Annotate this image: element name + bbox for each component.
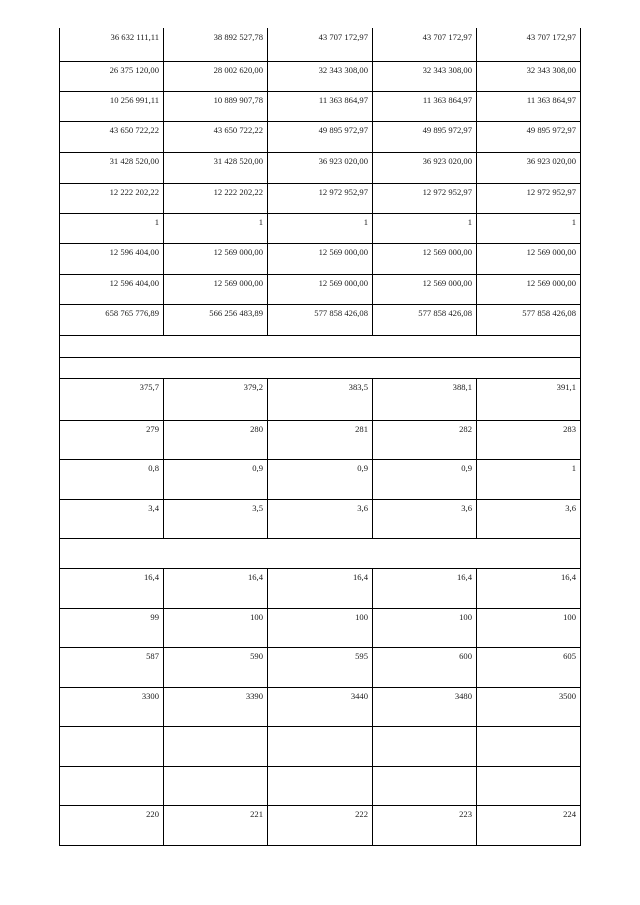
table-cell: 16,4 [352, 572, 368, 582]
table-cell: 31 428 520,00 [213, 156, 263, 166]
column-divider [267, 647, 268, 688]
table-cell: 100 [459, 612, 472, 622]
table-cell: 12 569 000,00 [422, 247, 472, 257]
table-cell: 605 [563, 651, 576, 661]
column-divider [372, 766, 373, 806]
column-divider [59, 499, 60, 539]
column-divider [580, 121, 581, 153]
table-cell: 658 765 776,89 [105, 308, 159, 318]
table-cell: 595 [355, 651, 368, 661]
column-divider [59, 28, 60, 62]
column-divider [372, 608, 373, 648]
column-divider [267, 121, 268, 153]
table-cell: 1 [571, 217, 576, 227]
table-cell: 32 343 308,00 [422, 65, 472, 75]
column-divider [476, 28, 477, 62]
column-divider [267, 183, 268, 214]
row-divider [59, 243, 581, 244]
table-cell: 36 632 111,11 [110, 32, 159, 42]
column-divider [59, 304, 60, 336]
column-divider [59, 378, 60, 421]
row-divider [59, 420, 581, 421]
row-divider [59, 766, 581, 767]
table-cell: 3,5 [252, 503, 263, 513]
column-divider [476, 121, 477, 153]
column-divider [163, 805, 164, 846]
column-divider [476, 766, 477, 806]
column-divider [580, 805, 581, 846]
table-cell: 11 363 864,97 [318, 95, 368, 105]
column-divider [59, 243, 60, 275]
row-divider [59, 608, 581, 609]
column-divider [580, 647, 581, 688]
column-divider [580, 274, 581, 305]
table-cell: 283 [563, 424, 576, 434]
column-divider [163, 183, 164, 214]
table-cell: 1 [571, 463, 576, 473]
table-cell: 281 [355, 424, 368, 434]
column-divider [476, 568, 477, 609]
table-cell: 49 895 972,97 [318, 125, 368, 135]
table-cell: 3390 [245, 691, 263, 701]
table-cell: 383,5 [348, 382, 368, 392]
column-divider [372, 243, 373, 275]
column-divider [59, 61, 60, 92]
table-cell: 3,4 [148, 503, 159, 513]
column-divider [476, 805, 477, 846]
column-divider [267, 91, 268, 122]
column-divider [267, 805, 268, 846]
column-divider [59, 91, 60, 122]
column-divider [163, 304, 164, 336]
table-cell: 12 569 000,00 [318, 278, 368, 288]
column-divider [372, 152, 373, 184]
column-divider [163, 378, 164, 421]
table-cell: 221 [250, 809, 263, 819]
column-divider [580, 243, 581, 275]
column-divider [580, 459, 581, 500]
column-divider [580, 420, 581, 460]
column-divider [59, 568, 60, 609]
table-cell: 38 892 527,78 [213, 32, 263, 42]
table-cell: 32 343 308,00 [526, 65, 576, 75]
column-divider [267, 608, 268, 648]
row-divider [59, 61, 581, 62]
column-divider [163, 766, 164, 806]
column-divider [163, 726, 164, 767]
table-cell: 220 [146, 809, 159, 819]
table-cell: 12 222 202,22 [213, 187, 263, 197]
column-divider [372, 568, 373, 609]
column-divider [372, 420, 373, 460]
table-cell: 16,4 [456, 572, 472, 582]
table-cell: 379,2 [243, 382, 263, 392]
column-divider [476, 304, 477, 336]
column-divider [267, 243, 268, 275]
column-divider [580, 766, 581, 806]
column-divider [580, 726, 581, 767]
column-divider [59, 766, 60, 806]
column-divider [163, 274, 164, 305]
table-cell: 3,6 [565, 503, 576, 513]
column-divider [59, 805, 60, 846]
table-cell: 10 889 907,78 [213, 95, 263, 105]
table-cell: 282 [459, 424, 472, 434]
table-cell: 16,4 [247, 572, 263, 582]
column-divider [372, 213, 373, 244]
table-cell: 12 569 000,00 [526, 278, 576, 288]
column-divider [267, 766, 268, 806]
column-divider [580, 357, 581, 379]
column-divider [372, 378, 373, 421]
row-divider [59, 213, 581, 214]
column-divider [267, 152, 268, 184]
column-divider [476, 459, 477, 500]
column-divider [267, 213, 268, 244]
row-divider [59, 647, 581, 648]
table-cell: 99 [150, 612, 159, 622]
column-divider [476, 91, 477, 122]
table-cell: 3300 [141, 691, 159, 701]
table-cell: 12 972 952,97 [318, 187, 368, 197]
column-divider [476, 647, 477, 688]
column-divider [372, 304, 373, 336]
column-divider [476, 243, 477, 275]
column-divider [267, 568, 268, 609]
table-cell: 280 [250, 424, 263, 434]
column-divider [580, 568, 581, 609]
table-cell: 12 569 000,00 [318, 247, 368, 257]
table-cell: 31 428 520,00 [109, 156, 159, 166]
column-divider [59, 274, 60, 305]
column-divider [59, 420, 60, 460]
column-divider [267, 378, 268, 421]
column-divider [267, 61, 268, 92]
table-cell: 1 [467, 217, 472, 227]
column-divider [267, 420, 268, 460]
column-divider [163, 152, 164, 184]
column-divider [580, 28, 581, 62]
column-divider [163, 61, 164, 92]
column-divider [580, 91, 581, 122]
column-divider [580, 152, 581, 184]
table-cell: 49 895 972,97 [526, 125, 576, 135]
row-divider [59, 183, 581, 184]
column-divider [267, 687, 268, 727]
column-divider [267, 304, 268, 336]
table-cell: 587 [146, 651, 159, 661]
column-divider [580, 687, 581, 727]
column-divider [476, 420, 477, 460]
column-divider [476, 213, 477, 244]
row-divider [59, 459, 581, 460]
column-divider [163, 568, 164, 609]
column-divider [163, 420, 164, 460]
column-divider [163, 28, 164, 62]
table-cell: 1 [363, 217, 368, 227]
column-divider [163, 647, 164, 688]
column-divider [59, 213, 60, 244]
table-cell: 12 569 000,00 [213, 247, 263, 257]
column-divider [163, 121, 164, 153]
row-divider [59, 378, 581, 379]
table-cell: 3500 [558, 691, 576, 701]
table-cell: 577 858 426,08 [522, 308, 576, 318]
column-divider [372, 687, 373, 727]
row-divider [59, 121, 581, 122]
column-divider [267, 274, 268, 305]
column-divider [267, 459, 268, 500]
table-cell: 43 707 172,97 [422, 32, 472, 42]
column-divider [163, 608, 164, 648]
table-cell: 600 [459, 651, 472, 661]
table-cell: 12 569 000,00 [526, 247, 576, 257]
table-cell: 577 858 426,08 [418, 308, 472, 318]
column-divider [59, 335, 60, 358]
column-divider [59, 608, 60, 648]
table-cell: 32 343 308,00 [318, 65, 368, 75]
table-cell: 12 569 000,00 [213, 278, 263, 288]
table-cell: 100 [563, 612, 576, 622]
table-cell: 12 222 202,22 [109, 187, 159, 197]
table-cell: 1 [154, 217, 159, 227]
table-cell: 0,9 [357, 463, 368, 473]
table-cell: 279 [146, 424, 159, 434]
row-divider [59, 499, 581, 500]
table-cell: 12 569 000,00 [422, 278, 472, 288]
column-divider [476, 687, 477, 727]
column-divider [59, 647, 60, 688]
column-divider [372, 183, 373, 214]
column-divider [476, 726, 477, 767]
column-divider [476, 378, 477, 421]
column-divider [163, 243, 164, 275]
table-cell: 375,7 [139, 382, 159, 392]
column-divider [372, 274, 373, 305]
table-cell: 11 363 864,97 [422, 95, 472, 105]
row-divider [59, 538, 581, 539]
column-divider [372, 647, 373, 688]
row-divider [59, 91, 581, 92]
table-cell: 28 002 620,00 [213, 65, 263, 75]
table-cell: 43 707 172,97 [318, 32, 368, 42]
column-divider [59, 687, 60, 727]
table-cell: 11 363 864,97 [526, 95, 576, 105]
column-divider [59, 538, 60, 569]
column-divider [372, 121, 373, 153]
table-cell: 391,1 [556, 382, 576, 392]
column-divider [580, 608, 581, 648]
table-cell: 43 707 172,97 [526, 32, 576, 42]
column-divider [163, 499, 164, 539]
column-divider [59, 121, 60, 153]
table-cell: 222 [355, 809, 368, 819]
table-cell: 3,6 [461, 503, 472, 513]
table-cell: 577 858 426,08 [314, 308, 368, 318]
column-divider [476, 274, 477, 305]
table-cell: 566 256 483,89 [209, 308, 263, 318]
column-divider [580, 335, 581, 358]
table-cell: 0,9 [461, 463, 472, 473]
table-cell: 36 923 020,00 [422, 156, 472, 166]
table-cell: 100 [355, 612, 368, 622]
row-divider [59, 726, 581, 727]
column-divider [476, 499, 477, 539]
row-divider [59, 845, 581, 846]
column-divider [580, 304, 581, 336]
column-divider [163, 213, 164, 244]
column-divider [372, 61, 373, 92]
column-divider [372, 91, 373, 122]
table-cell: 590 [250, 651, 263, 661]
column-divider [476, 183, 477, 214]
column-divider [59, 459, 60, 500]
column-divider [372, 805, 373, 846]
column-divider [580, 61, 581, 92]
column-divider [372, 726, 373, 767]
column-divider [580, 213, 581, 244]
column-divider [267, 28, 268, 62]
table-cell: 36 923 020,00 [526, 156, 576, 166]
column-divider [163, 91, 164, 122]
column-divider [372, 28, 373, 62]
column-divider [163, 459, 164, 500]
row-divider [59, 152, 581, 153]
column-divider [476, 61, 477, 92]
row-divider [59, 304, 581, 305]
table-cell: 100 [250, 612, 263, 622]
table-cell: 10 256 991,11 [109, 95, 159, 105]
table-cell: 36 923 020,00 [318, 156, 368, 166]
table-cell: 3,6 [357, 503, 368, 513]
table-cell: 1 [258, 217, 263, 227]
column-divider [372, 499, 373, 539]
column-divider [580, 538, 581, 569]
column-divider [580, 183, 581, 214]
table-cell: 3480 [454, 691, 472, 701]
row-divider [59, 687, 581, 688]
column-divider [372, 459, 373, 500]
row-divider [59, 568, 581, 569]
table-cell: 223 [459, 809, 472, 819]
table-cell: 0,9 [252, 463, 263, 473]
column-divider [580, 499, 581, 539]
table-cell: 12 972 952,97 [422, 187, 472, 197]
row-divider [59, 805, 581, 806]
column-divider [476, 608, 477, 648]
table-cell: 43 650 722,22 [213, 125, 263, 135]
table-cell: 0,8 [148, 463, 159, 473]
table-cell: 49 895 972,97 [422, 125, 472, 135]
table-cell: 12 972 952,97 [526, 187, 576, 197]
table-cell: 12 596 404,00 [109, 247, 159, 257]
column-divider [580, 378, 581, 421]
table-cell: 43 650 722,22 [109, 125, 159, 135]
row-divider [59, 335, 581, 336]
table-cell: 388,1 [452, 382, 472, 392]
table-cell: 26 375 120,00 [109, 65, 159, 75]
table-cell: 16,4 [143, 572, 159, 582]
table-cell: 3440 [350, 691, 368, 701]
column-divider [267, 499, 268, 539]
column-divider [476, 152, 477, 184]
column-divider [59, 726, 60, 767]
table-cell: 12 596 404,00 [109, 278, 159, 288]
row-divider [59, 357, 581, 358]
column-divider [59, 183, 60, 214]
table-cell: 224 [563, 809, 576, 819]
table-cell: 16,4 [560, 572, 576, 582]
column-divider [163, 687, 164, 727]
row-divider [59, 274, 581, 275]
column-divider [59, 152, 60, 184]
column-divider [59, 357, 60, 379]
column-divider [267, 726, 268, 767]
